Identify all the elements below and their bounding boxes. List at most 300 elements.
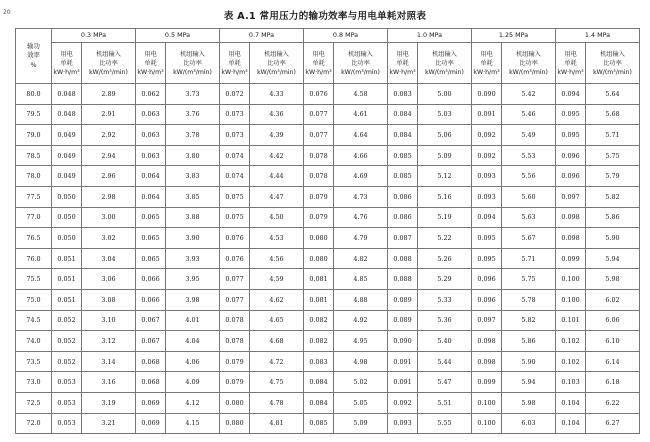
input-power-cell: 3.93: [166, 248, 220, 269]
input-power-cell: 6.22: [586, 392, 640, 413]
unit-consumption-cell: 0.074: [220, 166, 250, 187]
unit-consumption-cell: 0.087: [388, 228, 418, 249]
input-power-cell: 6.14: [586, 351, 640, 372]
unit-consumption-cell: 0.101: [556, 310, 586, 331]
input-power-cell: 5.60: [502, 186, 556, 207]
unit-consumption-cell: 0.083: [304, 351, 334, 372]
unit-consumption-cell: 0.080: [304, 248, 334, 269]
unit-consumption-cell: 0.079: [304, 207, 334, 228]
unit-consumption-cell: 0.077: [304, 104, 334, 125]
unit-consumption-cell: 0.090: [388, 331, 418, 352]
input-power-cell: 5.36: [418, 310, 472, 331]
efficiency-cell: 78.5: [16, 145, 52, 166]
unit-consumption-label: kW·h/m³: [557, 68, 584, 76]
unit-consumption-cell: 0.100: [472, 413, 502, 434]
input-power-cell: 4.56: [250, 248, 304, 269]
input-power-cell: 3.10: [82, 310, 136, 331]
input-power-cell: 4.76: [334, 207, 388, 228]
unit-consumption-label: 单耗: [60, 59, 73, 67]
unit-consumption-cell: 0.075: [220, 207, 250, 228]
unit-consumption-cell: 0.050: [52, 186, 82, 207]
unit-consumption-cell: 0.088: [388, 269, 418, 290]
unit-consumption-cell: 0.065: [136, 248, 166, 269]
table-row: [16, 372, 640, 393]
unit-consumption-cell: 0.066: [136, 289, 166, 310]
input-power-cell: 2.94: [82, 145, 136, 166]
unit-consumption-cell: 0.078: [220, 310, 250, 331]
unit-consumption-header: [556, 43, 586, 84]
input-power-cell: 3.00: [82, 207, 136, 228]
unit-consumption-cell: 0.049: [52, 145, 82, 166]
pressure-header: 1.25 MPa: [472, 29, 556, 43]
unit-consumption-cell: 0.082: [304, 310, 334, 331]
unit-consumption-cell: 0.100: [472, 392, 502, 413]
unit-consumption-label: 单耗: [480, 59, 493, 67]
input-power-cell: 5.55: [418, 413, 472, 434]
input-power-cell: 4.66: [334, 145, 388, 166]
unit-consumption-cell: 0.084: [304, 372, 334, 393]
input-power-cell: 3.12: [82, 331, 136, 352]
input-power-cell: 2.91: [82, 104, 136, 125]
input-power-cell: 2.98: [82, 186, 136, 207]
unit-consumption-cell: 0.091: [388, 372, 418, 393]
input-power-cell: 5.79: [586, 166, 640, 187]
input-power-cell: 5.42: [502, 84, 556, 105]
input-power-cell: 5.82: [586, 186, 640, 207]
input-power-cell: 5.46: [502, 104, 556, 125]
input-power-cell: 5.68: [586, 104, 640, 125]
table-row: [16, 166, 640, 187]
unit-consumption-cell: 0.095: [556, 125, 586, 146]
efficiency-cell: 72.5: [16, 392, 52, 413]
unit-consumption-cell: 0.069: [136, 413, 166, 434]
unit-consumption-cell: 0.068: [136, 351, 166, 372]
input-power-cell: 4.61: [334, 104, 388, 125]
input-power-cell: 3.21: [82, 413, 136, 434]
input-power-label: kW/(m³/min): [89, 68, 128, 76]
table-row: [16, 186, 640, 207]
unit-consumption-label: 用电: [60, 50, 73, 58]
input-power-cell: 5.33: [418, 289, 472, 310]
page-number: 20: [3, 9, 11, 16]
efficiency-cell: 76.0: [16, 248, 52, 269]
input-power-cell: 3.73: [166, 84, 220, 105]
unit-consumption-cell: 0.065: [136, 228, 166, 249]
unit-consumption-label: 单耗: [564, 59, 577, 67]
input-power-cell: 5.75: [502, 269, 556, 290]
input-power-label: 机组输入: [96, 50, 121, 58]
input-power-cell: 5.94: [586, 248, 640, 269]
efficiency-cell: 79.5: [16, 104, 52, 125]
efficiency-cell: 78.0: [16, 166, 52, 187]
unit-consumption-cell: 0.062: [136, 84, 166, 105]
input-power-label: 比功率: [435, 59, 454, 67]
input-power-label: 比功率: [351, 59, 370, 67]
unit-consumption-header: [52, 43, 82, 84]
efficiency-cell: 74.5: [16, 310, 52, 331]
unit-consumption-cell: 0.092: [472, 145, 502, 166]
unit-consumption-cell: 0.052: [52, 331, 82, 352]
table-row: [16, 248, 640, 269]
unit-consumption-cell: 0.065: [136, 207, 166, 228]
unit-consumption-cell: 0.049: [52, 166, 82, 187]
input-power-cell: 4.59: [250, 269, 304, 290]
unit-consumption-cell: 0.095: [556, 104, 586, 125]
input-power-label: 机组输入: [432, 50, 457, 58]
input-power-cell: 5.86: [586, 207, 640, 228]
input-power-cell: 3.16: [82, 372, 136, 393]
unit-consumption-cell: 0.051: [52, 289, 82, 310]
unit-consumption-cell: 0.068: [136, 372, 166, 393]
unit-consumption-label: 用电: [564, 50, 577, 58]
input-power-cell: 3.80: [166, 145, 220, 166]
unit-consumption-cell: 0.093: [388, 413, 418, 434]
input-power-label: kW/(m³/min): [425, 68, 464, 76]
input-power-cell: 4.42: [250, 145, 304, 166]
unit-consumption-cell: 0.096: [556, 166, 586, 187]
table-row: [16, 310, 640, 331]
unit-consumption-cell: 0.104: [556, 392, 586, 413]
input-power-cell: 4.06: [166, 351, 220, 372]
unit-consumption-cell: 0.100: [556, 289, 586, 310]
unit-consumption-cell: 0.094: [472, 207, 502, 228]
input-power-label: 机组输入: [264, 50, 289, 58]
unit-consumption-cell: 0.069: [136, 392, 166, 413]
input-power-label: 机组输入: [180, 50, 205, 58]
input-power-cell: 4.78: [250, 392, 304, 413]
input-power-cell: 3.76: [166, 104, 220, 125]
unit-consumption-cell: 0.096: [472, 289, 502, 310]
efficiency-cell: 73.5: [16, 351, 52, 372]
input-power-cell: 4.82: [334, 248, 388, 269]
unit-consumption-cell: 0.076: [304, 84, 334, 105]
unit-consumption-label: kW·h/m³: [305, 68, 332, 76]
unit-consumption-cell: 0.077: [220, 269, 250, 290]
unit-consumption-cell: 0.081: [304, 289, 334, 310]
input-power-cell: 5.51: [418, 392, 472, 413]
pressure-header: 1.0 MPa: [388, 29, 472, 43]
input-power-cell: 3.98: [166, 289, 220, 310]
input-power-cell: 3.88: [166, 207, 220, 228]
input-power-cell: 5.67: [502, 228, 556, 249]
input-power-label: 机组输入: [600, 50, 625, 58]
input-power-cell: 4.36: [250, 104, 304, 125]
efficiency-cell: 77.5: [16, 186, 52, 207]
efficiency-cell: 72.0: [16, 413, 52, 434]
table-row: [16, 351, 640, 372]
table-row: [16, 125, 640, 146]
unit-consumption-header: [136, 43, 166, 84]
unit-consumption-cell: 0.067: [136, 310, 166, 331]
input-power-cell: 4.69: [334, 166, 388, 187]
input-power-cell: 2.92: [82, 125, 136, 146]
unit-consumption-cell: 0.064: [136, 166, 166, 187]
input-power-cell: 4.01: [166, 310, 220, 331]
input-power-cell: 3.83: [166, 166, 220, 187]
pressure-header: 0.5 MPa: [136, 29, 220, 43]
input-power-cell: 4.92: [334, 310, 388, 331]
efficiency-label-line: 输功: [27, 41, 40, 50]
unit-consumption-cell: 0.066: [136, 269, 166, 290]
table-header: [16, 29, 640, 84]
input-power-cell: 5.90: [586, 228, 640, 249]
input-power-cell: 4.73: [334, 186, 388, 207]
input-power-cell: 5.71: [586, 125, 640, 146]
unit-consumption-cell: 0.096: [472, 269, 502, 290]
input-power-cell: 5.06: [418, 125, 472, 146]
unit-consumption-cell: 0.064: [136, 186, 166, 207]
unit-consumption-cell: 0.076: [220, 228, 250, 249]
input-power-cell: 4.04: [166, 331, 220, 352]
input-power-header: [166, 43, 220, 84]
input-power-cell: 5.09: [334, 413, 388, 434]
unit-consumption-cell: 0.098: [556, 228, 586, 249]
input-power-cell: 3.19: [82, 392, 136, 413]
unit-consumption-cell: 0.084: [304, 392, 334, 413]
unit-consumption-cell: 0.079: [304, 186, 334, 207]
input-power-cell: 6.03: [502, 413, 556, 434]
input-power-cell: 2.96: [82, 166, 136, 187]
input-power-cell: 4.15: [166, 413, 220, 434]
input-power-cell: 4.85: [334, 269, 388, 290]
input-power-cell: 5.75: [586, 145, 640, 166]
input-power-cell: 3.06: [82, 269, 136, 290]
input-power-cell: 5.71: [502, 248, 556, 269]
input-power-cell: 5.12: [418, 166, 472, 187]
input-power-cell: 4.98: [334, 351, 388, 372]
unit-consumption-cell: 0.063: [136, 104, 166, 125]
unit-consumption-cell: 0.084: [388, 104, 418, 125]
unit-consumption-cell: 0.050: [52, 228, 82, 249]
unit-consumption-cell: 0.092: [472, 125, 502, 146]
input-power-cell: 5.26: [418, 248, 472, 269]
efficiency-cell: 76.5: [16, 228, 52, 249]
input-power-header: [502, 43, 556, 84]
unit-consumption-cell: 0.086: [388, 207, 418, 228]
input-power-label: kW/(m³/min): [593, 68, 632, 76]
input-power-header: [82, 43, 136, 84]
input-power-cell: 5.09: [418, 145, 472, 166]
unit-consumption-cell: 0.080: [304, 228, 334, 249]
input-power-cell: 4.79: [334, 228, 388, 249]
input-power-cell: 5.05: [334, 392, 388, 413]
unit-consumption-cell: 0.073: [220, 125, 250, 146]
input-power-cell: 5.82: [502, 310, 556, 331]
input-power-cell: 4.95: [334, 331, 388, 352]
table-body: [16, 84, 640, 434]
table-title: 表 A.1 常用压力的输功效率与用电单耗对照表: [223, 11, 427, 22]
input-power-cell: 4.12: [166, 392, 220, 413]
unit-consumption-cell: 0.073: [220, 104, 250, 125]
efficiency-cell: 75.5: [16, 269, 52, 290]
table-row: [16, 84, 640, 105]
input-power-cell: 4.65: [250, 310, 304, 331]
input-power-cell: 5.86: [502, 331, 556, 352]
input-power-header: [250, 43, 304, 84]
input-power-cell: 2.89: [82, 84, 136, 105]
efficiency-cell: 73.0: [16, 372, 52, 393]
input-power-label: kW/(m³/min): [341, 68, 380, 76]
input-power-cell: 5.56: [502, 166, 556, 187]
unit-consumption-cell: 0.050: [52, 207, 82, 228]
unit-consumption-cell: 0.053: [52, 392, 82, 413]
input-power-header: [418, 43, 472, 84]
input-power-cell: 3.08: [82, 289, 136, 310]
unit-consumption-cell: 0.051: [52, 248, 82, 269]
input-power-cell: 6.27: [586, 413, 640, 434]
unit-consumption-cell: 0.103: [556, 372, 586, 393]
input-power-cell: 4.39: [250, 125, 304, 146]
table-row: [16, 331, 640, 352]
unit-consumption-cell: 0.083: [388, 84, 418, 105]
efficiency-cell: 80.0: [16, 84, 52, 105]
input-power-cell: 5.02: [334, 372, 388, 393]
unit-consumption-header: [304, 43, 334, 84]
input-power-cell: 4.72: [250, 351, 304, 372]
unit-consumption-cell: 0.067: [136, 331, 166, 352]
unit-consumption-cell: 0.091: [472, 104, 502, 125]
input-power-cell: 6.06: [586, 310, 640, 331]
unit-consumption-cell: 0.098: [556, 207, 586, 228]
input-power-cell: 5.47: [418, 372, 472, 393]
unit-consumption-cell: 0.074: [220, 145, 250, 166]
input-power-cell: 4.62: [250, 289, 304, 310]
table-row: [16, 228, 640, 249]
unit-consumption-cell: 0.091: [388, 351, 418, 372]
unit-consumption-cell: 0.096: [556, 145, 586, 166]
unit-consumption-cell: 0.095: [472, 228, 502, 249]
input-power-cell: 4.53: [250, 228, 304, 249]
unit-consumption-header: [220, 43, 250, 84]
unit-consumption-cell: 0.048: [52, 84, 82, 105]
pressure-header: 0.7 MPa: [220, 29, 304, 43]
unit-consumption-label: 用电: [396, 50, 409, 58]
table-row: [16, 289, 640, 310]
input-power-cell: 5.22: [418, 228, 472, 249]
pressure-header: 0.3 MPa: [52, 29, 136, 43]
input-power-cell: 5.64: [586, 84, 640, 105]
unit-consumption-cell: 0.077: [304, 125, 334, 146]
input-power-cell: 4.81: [250, 413, 304, 434]
unit-consumption-cell: 0.089: [388, 310, 418, 331]
unit-consumption-cell: 0.093: [472, 166, 502, 187]
input-power-cell: 5.03: [418, 104, 472, 125]
unit-consumption-cell: 0.086: [388, 186, 418, 207]
unit-consumption-label: kW·h/m³: [53, 68, 80, 76]
efficiency-cell: 77.0: [16, 207, 52, 228]
table-row: [16, 269, 640, 290]
input-power-header: [586, 43, 640, 84]
input-power-cell: 5.19: [418, 207, 472, 228]
unit-consumption-cell: 0.078: [304, 145, 334, 166]
input-power-cell: 5.00: [418, 84, 472, 105]
unit-consumption-cell: 0.053: [52, 413, 82, 434]
unit-consumption-cell: 0.100: [556, 269, 586, 290]
input-power-cell: 5.98: [502, 392, 556, 413]
unit-consumption-cell: 0.081: [304, 269, 334, 290]
unit-consumption-cell: 0.052: [52, 310, 82, 331]
subheader-row: [16, 43, 640, 84]
unit-consumption-cell: 0.078: [304, 166, 334, 187]
input-power-label: 比功率: [183, 59, 202, 67]
input-power-cell: 4.50: [250, 207, 304, 228]
unit-consumption-label: kW·h/m³: [389, 68, 416, 76]
unit-consumption-cell: 0.102: [556, 351, 586, 372]
unit-consumption-cell: 0.063: [136, 125, 166, 146]
unit-consumption-label: kW·h/m³: [137, 68, 164, 76]
unit-consumption-cell: 0.093: [472, 186, 502, 207]
unit-consumption-header: [388, 43, 418, 84]
input-power-header: [334, 43, 388, 84]
input-power-cell: 5.49: [502, 125, 556, 146]
unit-consumption-cell: 0.084: [388, 125, 418, 146]
input-power-cell: 5.40: [418, 331, 472, 352]
efficiency-cell: 79.0: [16, 125, 52, 146]
unit-consumption-cell: 0.104: [556, 413, 586, 434]
unit-consumption-label: kW·h/m³: [473, 68, 500, 76]
unit-consumption-cell: 0.072: [220, 84, 250, 105]
unit-consumption-cell: 0.051: [52, 269, 82, 290]
input-power-cell: 3.95: [166, 269, 220, 290]
input-power-cell: 6.02: [586, 289, 640, 310]
table-row: [16, 207, 640, 228]
unit-consumption-label: 用电: [312, 50, 325, 58]
input-power-label: 比功率: [99, 59, 118, 67]
pressure-header: 0.8 MPa: [304, 29, 388, 43]
unit-consumption-cell: 0.049: [52, 125, 82, 146]
unit-consumption-cell: 0.078: [220, 331, 250, 352]
input-power-cell: 4.47: [250, 186, 304, 207]
unit-consumption-cell: 0.080: [220, 392, 250, 413]
unit-consumption-cell: 0.088: [388, 248, 418, 269]
input-power-cell: 3.02: [82, 228, 136, 249]
input-power-cell: 5.16: [418, 186, 472, 207]
efficiency-label-unit: %: [30, 60, 37, 69]
unit-consumption-cell: 0.077: [220, 289, 250, 310]
table-row: [16, 104, 640, 125]
input-power-label: kW/(m³/min): [509, 68, 548, 76]
unit-consumption-cell: 0.098: [472, 331, 502, 352]
efficiency-header: [16, 29, 52, 84]
unit-consumption-cell: 0.052: [52, 351, 82, 372]
unit-consumption-cell: 0.099: [556, 248, 586, 269]
unit-consumption-label: 单耗: [312, 59, 325, 67]
input-power-cell: 4.33: [250, 84, 304, 105]
input-power-cell: 4.09: [166, 372, 220, 393]
unit-consumption-cell: 0.076: [220, 248, 250, 269]
input-power-cell: 5.90: [502, 351, 556, 372]
unit-consumption-cell: 0.089: [388, 289, 418, 310]
input-power-cell: 4.88: [334, 289, 388, 310]
input-power-cell: 3.85: [166, 186, 220, 207]
input-power-cell: 5.98: [586, 269, 640, 290]
unit-consumption-label: kW·h/m³: [221, 68, 248, 76]
input-power-label: 比功率: [603, 59, 622, 67]
efficiency-cell: 74.0: [16, 331, 52, 352]
unit-consumption-label: 单耗: [396, 59, 409, 67]
table-row: [16, 145, 640, 166]
unit-consumption-cell: 0.092: [388, 392, 418, 413]
efficiency-table: [15, 28, 640, 434]
unit-consumption-cell: 0.085: [388, 166, 418, 187]
input-power-label: 机组输入: [348, 50, 373, 58]
unit-consumption-cell: 0.075: [220, 186, 250, 207]
unit-consumption-cell: 0.098: [472, 351, 502, 372]
unit-consumption-cell: 0.080: [220, 413, 250, 434]
input-power-cell: 4.68: [250, 331, 304, 352]
unit-consumption-label: 用电: [480, 50, 493, 58]
table-row: [16, 392, 640, 413]
